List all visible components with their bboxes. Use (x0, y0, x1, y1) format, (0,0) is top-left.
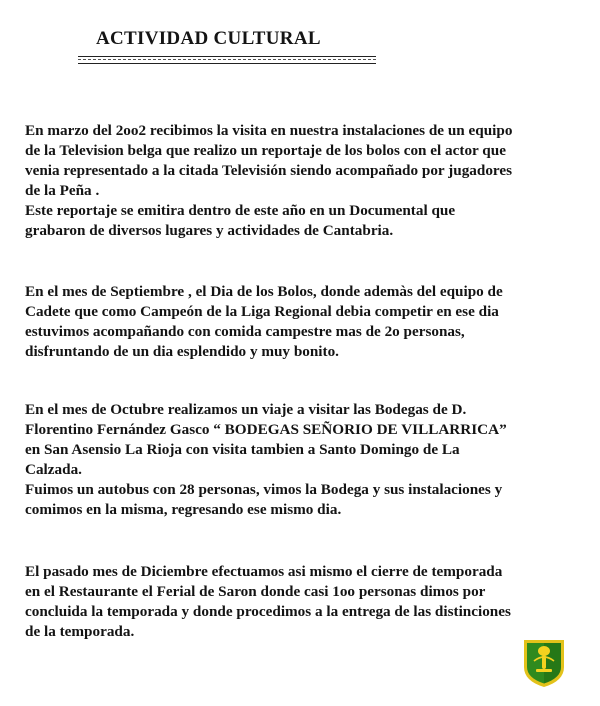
text-line: de la Television belga que realizo un reportaje de los bolos con el actor que (25, 142, 506, 159)
text-line: de la Peña . (25, 182, 100, 199)
club-crest-icon (522, 637, 566, 689)
text-line: en el Restaurante el Ferial de Saron donde casi 1oo personas dimos por (25, 583, 486, 600)
paragraph-octubre (25, 400, 595, 520)
paragraph-marzo (25, 121, 595, 241)
text-line: Calzada. (25, 461, 82, 478)
text-line: concluida la temporada y donde procedimos a la entrega de las distinciones (25, 603, 511, 620)
text-line: en San Asensio La Rioja con visita tambien a Santo Domingo de La (25, 441, 460, 458)
text-line: comimos en la misma, regresando ese mismo dia. (25, 501, 342, 518)
text-line: grabaron de diversos lugares y actividades de Cantabria. (25, 222, 394, 239)
text-line: En el mes de Septiembre , el Dia de los Bolos, donde ademàs del equipo de (25, 283, 503, 300)
page-title: ACTIVIDAD CULTURAL (96, 28, 321, 49)
text-line: Fuimos un autobus con 28 personas, vimos la Bodega y sus instalaciones y (25, 481, 503, 498)
title-underline (78, 56, 376, 64)
text-line: Este reportaje se emitira dentro de este año en un Documental que (25, 202, 456, 219)
text-line: Florentino Fernández Gasco “ BODEGAS SEÑORIO DE VILLARRICA” (25, 421, 507, 438)
text-line: de la temporada. (25, 623, 135, 640)
text-line: venia representado a la citada Televisión siendo acompañado por jugadores (25, 162, 513, 179)
text-line: disfruntando de un dia esplendido y muy bonito. (25, 343, 339, 360)
paragraph-septiembre (25, 282, 595, 362)
text-line: En marzo del 2oo2 recibimos la visita en nuestra instalaciones de un equipo (25, 122, 513, 139)
paragraph-diciembre (25, 562, 595, 642)
text-line: Cadete que como Campeón de la Liga Regional debia competir en ese dia (25, 303, 499, 320)
text-line: El pasado mes de Diciembre efectuamos asi mismo el cierre de temporada (25, 563, 503, 580)
text-line: En el mes de Octubre realizamos un viaje a visitar las Bodegas de D. (25, 401, 467, 418)
text-line: estuvimos acompañando con comida campestre mas de 2o personas, (25, 323, 465, 340)
